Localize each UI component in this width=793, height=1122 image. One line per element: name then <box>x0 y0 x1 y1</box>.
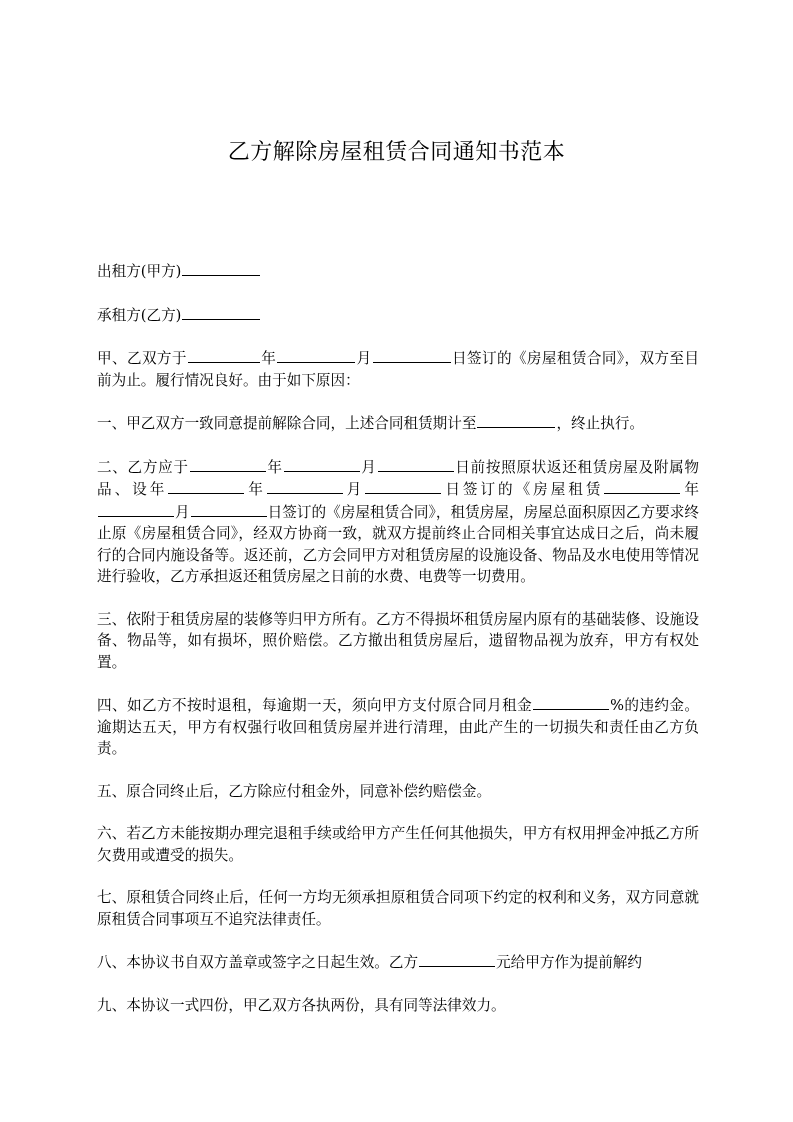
clause-6: 六、若乙方未能按期办理完退租手续或给甲方产生任何其他损失，甲方有权用押金冲抵乙方所欠费用或遭受的损失。 <box>97 825 699 864</box>
clause-1-text-b: ，终止执行。 <box>556 415 645 432</box>
clause-5: 五、原合同终止后，乙方除应付租金外，同意补偿约赔偿金。 <box>97 782 492 800</box>
clause-4 <box>97 694 699 760</box>
intro-text-c: 月 <box>356 350 372 367</box>
compensation-amount-blank <box>419 951 495 967</box>
lessee-blank <box>182 304 260 320</box>
month-blank <box>277 347 355 363</box>
clause-2 <box>97 456 699 588</box>
year-blank <box>188 347 260 363</box>
return-year-blank <box>190 456 266 472</box>
lessee-label: 承租方(乙方) <box>97 306 182 324</box>
clause-2-text-d: 日前按照原状返还租赁房屋及附属物品、设年 <box>97 458 699 498</box>
contract-day-blank <box>191 501 267 517</box>
clause-2-text-j: 日签订的《房屋租赁合同》，租赁房屋，房屋总面积原因乙方要求终止原《房屋租赁合同》，经双方协商一致，就双方提前终止合同相关事宜达成日之后，尚未履行的合同内施设备等。返还前，乙方会同甲方对租赁房屋的设施设备、物品及水电使用等情况进行验收，乙方承担返还租赁房屋之日前的水费、电费等一切费用。 <box>97 503 699 585</box>
return-day-blank <box>378 456 454 472</box>
clause-3: 三、依附于租赁房屋的装修等归甲方所有。乙方不得损坏租赁房屋内原有的基础装修、设施设备、物品等，如有损坏，照价赔偿。乙方撤出租赁房屋后，遗留物品视为放弃，甲方有权处置。 <box>97 610 699 671</box>
clause-2-text-f: 月 <box>343 481 365 498</box>
clause-2-text-e: 年 <box>245 481 266 498</box>
clause-4-text-a: 四、如乙方不按时退租，每逾期一天，须向甲方支付原合同月租金 <box>97 697 533 714</box>
clause-8-text-a: 八、本协议书自双方盖章或签字之日起生效。乙方 <box>97 954 419 971</box>
intro-paragraph <box>97 347 699 391</box>
clause-4-text-b: %的违约金。逾期达五天，甲方有权强行收回租赁房屋并进行清理，由此产生的一切损失和责任由乙方负责。 <box>97 697 699 757</box>
document-body <box>97 260 699 1037</box>
lessor-label: 出租方(甲方) <box>97 263 182 280</box>
clause-2-text-c: 月 <box>360 458 377 476</box>
clause-8-text-b: 元给甲方作为提前解约 <box>496 954 643 971</box>
document-title: 乙方解除房屋租赁合同通知书范本 <box>227 140 566 165</box>
clause-1-text-a: 一、甲乙双方一致同意提前解除合同，上述合同租赁期计至 <box>97 415 477 432</box>
clause-8 <box>97 951 699 974</box>
contract-blank <box>604 478 680 494</box>
penalty-rate-blank <box>533 694 609 710</box>
intro-text-b: 年 <box>260 350 277 367</box>
lessee-line <box>97 304 699 327</box>
day-blank <box>373 347 451 363</box>
contract-month-blank <box>98 501 174 517</box>
lease-end-blank <box>477 412 555 428</box>
clause-2-text-a: 二、乙方应于 <box>97 458 189 476</box>
sign-month-blank <box>267 478 343 494</box>
sign-day-blank <box>365 478 441 494</box>
lessor-line <box>97 260 699 283</box>
intro-text-a: 甲、乙双方于 <box>97 350 187 367</box>
clause-2-text-g: 日签订的《房屋租赁 <box>442 481 604 498</box>
intro-text-d: 日签订的《房屋租赁合同》，双方至目前为止。履行情况良好。由于如下原因： <box>97 350 699 389</box>
clause-2-text-b: 年 <box>266 458 283 476</box>
clause-2-text-i: 月 <box>175 503 190 521</box>
clause-1 <box>97 412 699 435</box>
return-month-blank <box>284 456 360 472</box>
sign-year-blank <box>168 478 244 494</box>
lessor-blank <box>182 260 260 276</box>
clause-9: 九、本协议一式四份，甲乙双方各执两份，具有同等法律效力。 <box>97 996 506 1014</box>
clause-2-text-h: 年 <box>681 481 699 498</box>
clause-7: 七、原租赁合同终止后，任何一方均无须承担原租赁合同项下约定的权利和义务，双方同意就原租赁合同事项互不追究法律责任。 <box>97 889 699 928</box>
